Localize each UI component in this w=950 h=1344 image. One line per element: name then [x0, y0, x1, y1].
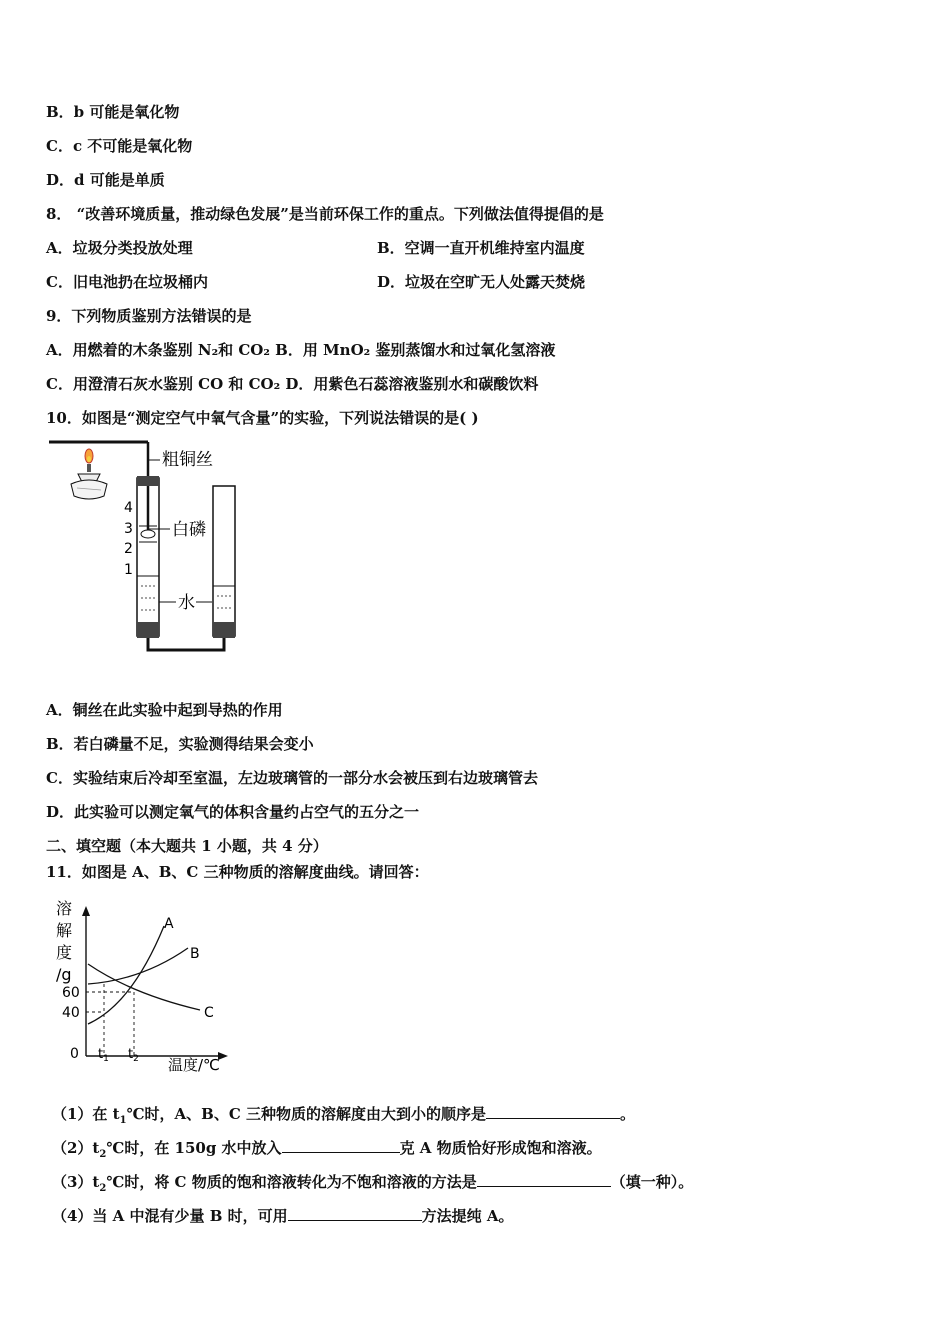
q10-option-c: C．实验结束后冷却至室温，左边玻璃管的一部分水会被压到右边玻璃管去	[46, 769, 538, 787]
series-label-a: A	[164, 916, 174, 932]
q11-sub4: （4）当 A 中混有少量 B 时，可用 方法提纯 A。	[52, 1207, 514, 1225]
scale-1: 1	[124, 562, 133, 578]
q10-option-b: B．若白磷量不足，实验测得结果会变小	[46, 735, 314, 753]
chart-ylabel-char: /g	[56, 965, 72, 984]
xtick-t2: $t_2$	[128, 1047, 139, 1064]
scale-4: 4	[124, 500, 133, 516]
q7-option-c: C．c 不可能是氧化物	[46, 137, 193, 155]
answer-blank-2[interactable]	[282, 1138, 400, 1153]
q7-option-d: D．d 可能是单质	[46, 171, 165, 189]
series-label-b: B	[190, 946, 200, 962]
q10-option-d: D．此实验可以测定氧气的体积含量约占空气的五分之一	[46, 803, 420, 821]
q11-sub1: （1）在 $t_1℃$时，A、B、C 三种物质的溶解度由大到小的顺序是 。	[52, 1105, 636, 1126]
q8-option-d: D．垃圾在空旷无人处露天焚烧	[377, 273, 586, 291]
chart-ylabel-char: 解	[56, 921, 73, 940]
curve-a	[88, 926, 164, 1024]
chart-xlabel: 温度/℃	[168, 1056, 220, 1074]
q10-option-a: A．铜丝在此实验中起到导热的作用	[46, 701, 283, 719]
q8-option-c: C．旧电池扔在垃圾桶内	[46, 273, 208, 291]
q11-sub2: $(2)t_2℃$时，在 150g 水中放入 克 A 物质恰好形成饱和溶液。	[52, 1139, 602, 1160]
label-white-phosphorus: 白磷	[172, 520, 206, 540]
series-label-c: C	[204, 1005, 214, 1021]
q9-option-ab: A．用燃着的木条鉴别 N₂和 CO₂ B．用 MnO₂ 鉴别蒸馏水和过氧化氢溶液	[46, 341, 556, 359]
alcohol-lamp-icon	[71, 449, 107, 499]
answer-blank-4[interactable]	[288, 1206, 422, 1221]
q7-option-b: B．b 可能是氧化物	[46, 103, 180, 121]
chart-ylabel-char: 溶	[56, 899, 73, 918]
q10-stem: 10．如图是“测定空气中氧气含量”的实验，下列说法错误的是( )	[46, 409, 479, 427]
scale-3: 3	[124, 521, 133, 537]
q8-stem: 8． “改善环境质量，推动绿色发展”是当前环保工作的重点。下列做法值得提倡的是	[46, 205, 604, 223]
origin-label: 0	[70, 1046, 79, 1062]
curve-b	[88, 948, 188, 984]
answer-blank-3[interactable]	[477, 1172, 611, 1187]
q11-sub3: $(3)t_2℃$时，将 C 物质的饱和溶液转化为不饱和溶液的方法是 （填一种）。	[52, 1173, 694, 1194]
q11-stem: 11．如图是 A、B、C 三种物质的溶解度曲线。请回答：	[46, 863, 429, 881]
label-copper-wire: 粗铜丝	[162, 450, 213, 470]
scale-2: 2	[124, 541, 133, 557]
q8-option-b: B．空调一直开机维持室内温度	[377, 239, 585, 257]
answer-blank-1[interactable]	[486, 1104, 620, 1119]
q9-option-cd: C．用澄清石灰水鉴别 CO 和 CO₂ D．用紫色石蕊溶液鉴别水和碳酸饮料	[46, 375, 539, 393]
label-water: 水	[178, 593, 195, 613]
section-heading-fill-in: 二、填空题（本大题共 1 小题，共 4 分）	[46, 837, 328, 855]
q8-option-a: A．垃圾分类投放处理	[46, 239, 193, 257]
q10-apparatus-figure	[44, 436, 284, 666]
ytick-40: 40	[62, 1005, 80, 1021]
q9-stem: 9．下列物质鉴别方法错误的是	[46, 307, 252, 325]
ytick-60: 60	[62, 985, 80, 1001]
q11-solubility-chart	[52, 896, 242, 1076]
chart-ylabel-char: 度	[56, 943, 73, 962]
xtick-t1: $t_1$	[98, 1047, 109, 1064]
